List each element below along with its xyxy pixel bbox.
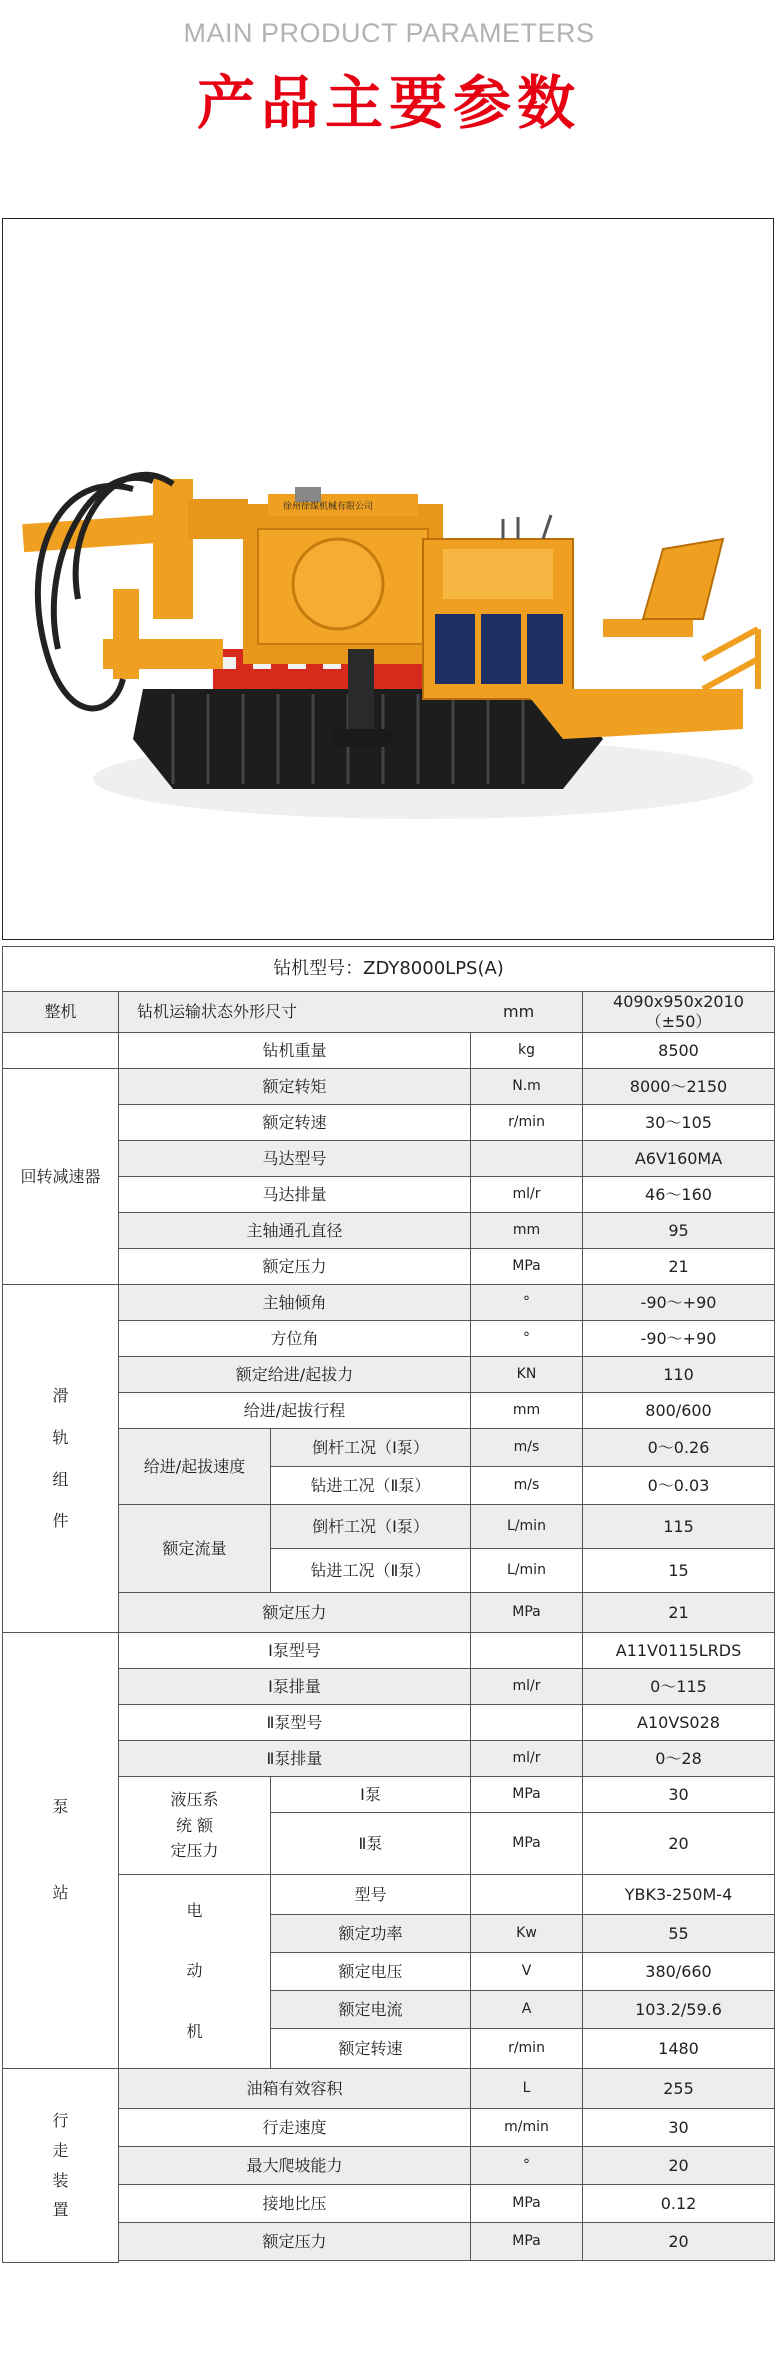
row-value: 0～0.26 — [583, 1429, 775, 1467]
table-row — [3, 1033, 775, 1069]
row-value: 103.2/59.6 — [583, 1991, 775, 2029]
row-unit — [471, 1141, 583, 1177]
row-name: 给进/起拔速度 — [119, 1429, 271, 1505]
row-unit: MPa — [471, 1249, 583, 1285]
row-subname: 钻进工况（Ⅱ泵） — [271, 1467, 471, 1505]
row-unit: ° — [471, 1285, 583, 1321]
row-unit: mm — [471, 1393, 583, 1429]
table-row — [3, 1177, 775, 1213]
row-unit: ° — [471, 1321, 583, 1357]
table-row — [3, 1069, 775, 1105]
company-plate-text: 徐州徐煤机械有限公司 — [283, 502, 374, 512]
table-row — [3, 1875, 775, 1915]
row-value: 20 — [583, 2147, 775, 2185]
row-name: Ⅱ泵排量 — [119, 1741, 471, 1777]
row-unit: m/min — [471, 2109, 583, 2147]
table-row — [3, 2185, 775, 2223]
table-row — [3, 1741, 775, 1777]
main-body — [243, 487, 443, 664]
row-name: Ⅰ泵排量 — [119, 1669, 471, 1705]
row-name: 最大爬坡能力 — [119, 2147, 471, 2185]
row-unit: kg — [471, 1033, 583, 1069]
row-name: 给进/起拔行程 — [119, 1393, 471, 1429]
row-value: 0～28 — [583, 1741, 775, 1777]
group-travel: 行 走 装 置 — [3, 2069, 119, 2263]
row-unit: ° — [471, 2147, 583, 2185]
row-value: 21 — [583, 1593, 775, 1633]
table-row — [3, 2223, 775, 2261]
table-row — [3, 1141, 775, 1177]
row-name: 接地比压 — [119, 2185, 471, 2223]
row-unit: r/min — [471, 1105, 583, 1141]
row-subname: 额定功率 — [271, 1915, 471, 1953]
table-row — [3, 1593, 775, 1633]
row-name: 额定压力 — [119, 1593, 471, 1633]
row-value: 1480 — [583, 2029, 775, 2069]
row-unit: L/min — [471, 1505, 583, 1549]
row-unit: MPa — [471, 1813, 583, 1875]
table-row — [3, 1429, 775, 1467]
row-unit: r/min — [471, 2029, 583, 2069]
table-row — [3, 1213, 775, 1249]
table-row — [3, 1633, 775, 1669]
row-value: 800/600 — [583, 1393, 775, 1429]
drill-rig-photo — [2, 218, 774, 940]
row-value: 55 — [583, 1915, 775, 1953]
row-unit: N.m — [471, 1069, 583, 1105]
row-name: Ⅰ泵型号 — [119, 1633, 471, 1669]
row-unit: MPa — [471, 2185, 583, 2223]
row-subname: Ⅱ泵 — [271, 1813, 471, 1875]
row-value: 115 — [583, 1505, 775, 1549]
group-rotary: 回转减速器 — [3, 1069, 119, 1285]
row-name: 行走速度 — [119, 2109, 471, 2147]
row-name: 主轴倾角 — [119, 1285, 471, 1321]
row-name: Ⅱ泵型号 — [119, 1705, 471, 1741]
row-value: 0～115 — [583, 1669, 775, 1705]
row-unit: L — [471, 2069, 583, 2109]
row-value: 20 — [583, 1813, 775, 1875]
row-name: 额定转速 — [119, 1105, 471, 1141]
row-value: 380/660 — [583, 1953, 775, 1991]
table-row — [3, 1705, 775, 1741]
drill-rig-illustration — [3, 219, 772, 938]
row-name: 钻机重量 — [119, 1033, 471, 1069]
row-name: 主轴通孔直径 — [119, 1213, 471, 1249]
row-unit: V — [471, 1953, 583, 1991]
row-unit: KN — [471, 1357, 583, 1393]
row-unit: ml/r — [471, 1669, 583, 1705]
row-name: 电 动 机 — [119, 1875, 271, 2069]
table-row — [3, 2147, 775, 2185]
row-value: 110 — [583, 1357, 775, 1393]
row-name: 额定压力 — [119, 2223, 471, 2261]
table-title-row — [3, 947, 775, 992]
row-value: 20 — [583, 2223, 775, 2261]
table-row — [3, 1669, 775, 1705]
table-row — [3, 1105, 775, 1141]
row-subname: 钻进工况（Ⅱ泵） — [271, 1549, 471, 1593]
row-value: 30 — [583, 2109, 775, 2147]
row-unit — [471, 1705, 583, 1741]
table-row — [3, 1249, 775, 1285]
row-unit: L/min — [471, 1549, 583, 1593]
row-value: 30 — [583, 1777, 775, 1813]
group-whole: 整机 — [3, 992, 119, 1033]
row-subname: 额定电流 — [271, 1991, 471, 2029]
row-subname: Ⅰ泵 — [271, 1777, 471, 1813]
row-value: A11V0115LRDS — [583, 1633, 775, 1669]
row-unit: m/s — [471, 1429, 583, 1467]
spec-table — [2, 946, 775, 2263]
chinese-title: 产品主要参数 — [196, 69, 581, 137]
row-value: 21 — [583, 1249, 775, 1285]
row-value: -90～+90 — [583, 1285, 775, 1321]
row-unit: A — [471, 1991, 583, 2029]
row-value: A10VS028 — [583, 1705, 775, 1741]
model-title: 钻机型号：ZDY8000LPS(A) — [3, 947, 775, 992]
row-value: 4090x950x2010（±50） — [583, 992, 775, 1033]
row-name: 钻机运输状态外形尺寸 mm — [119, 992, 583, 1033]
row-name: 额定流量 — [119, 1505, 271, 1593]
row-subname: 型号 — [271, 1875, 471, 1915]
row-name: 额定压力 — [119, 1249, 471, 1285]
table-row — [3, 1393, 775, 1429]
row-name: 方位角 — [119, 1321, 471, 1357]
row-unit — [471, 1875, 583, 1915]
row-unit: MPa — [471, 1593, 583, 1633]
group-pump: 泵 站 — [3, 1633, 119, 2069]
row-value: 0～0.03 — [583, 1467, 775, 1505]
table-row — [3, 1321, 775, 1357]
row-name: 额定转矩 — [119, 1069, 471, 1105]
row-name: 马达排量 — [119, 1177, 471, 1213]
row-value: 8000～2150 — [583, 1069, 775, 1105]
english-title: MAIN PRODUCT PARAMETERS — [183, 18, 595, 48]
row-value: YBK3-250M-4 — [583, 1875, 775, 1915]
row-unit: ml/r — [471, 1177, 583, 1213]
table-row — [3, 992, 775, 1033]
row-value: 255 — [583, 2069, 775, 2109]
row-unit: MPa — [471, 2223, 583, 2261]
row-name: 马达型号 — [119, 1141, 471, 1177]
row-value: 30～105 — [583, 1105, 775, 1141]
row-value: 15 — [583, 1549, 775, 1593]
row-value: A6V160MA — [583, 1141, 775, 1177]
row-unit: m/s — [471, 1467, 583, 1505]
control-box — [423, 515, 573, 699]
row-unit — [471, 1633, 583, 1669]
table-row — [3, 2069, 775, 2109]
row-value: 46～160 — [583, 1177, 775, 1213]
hydraulic-hoses — [38, 475, 173, 709]
row-subname: 额定转速 — [271, 2029, 471, 2069]
row-unit: mm — [471, 1213, 583, 1249]
table-row — [3, 1357, 775, 1393]
row-name: 油箱有效容积 — [119, 2069, 471, 2109]
row-unit: Kw — [471, 1915, 583, 1953]
row-subname: 额定电压 — [271, 1953, 471, 1991]
table-row — [3, 1505, 775, 1549]
table-row — [3, 1285, 775, 1321]
row-subname: 倒杆工况（Ⅰ泵） — [271, 1429, 471, 1467]
row-name: 液压系 统 额 定压力 — [119, 1777, 271, 1875]
row-subname: 倒杆工况（Ⅰ泵） — [271, 1505, 471, 1549]
row-value: 8500 — [583, 1033, 775, 1069]
row-value: 95 — [583, 1213, 775, 1249]
row-unit: MPa — [471, 1777, 583, 1813]
row-name: 额定给进/起拔力 — [119, 1357, 471, 1393]
table-row — [3, 1777, 775, 1813]
table-spacer-row — [3, 2261, 775, 2263]
table-row — [3, 2109, 775, 2147]
group-rail: 滑 轨 组 件 — [3, 1285, 119, 1633]
row-value: -90～+90 — [583, 1321, 775, 1357]
row-unit: ml/r — [471, 1741, 583, 1777]
row-value: 0.12 — [583, 2185, 775, 2223]
